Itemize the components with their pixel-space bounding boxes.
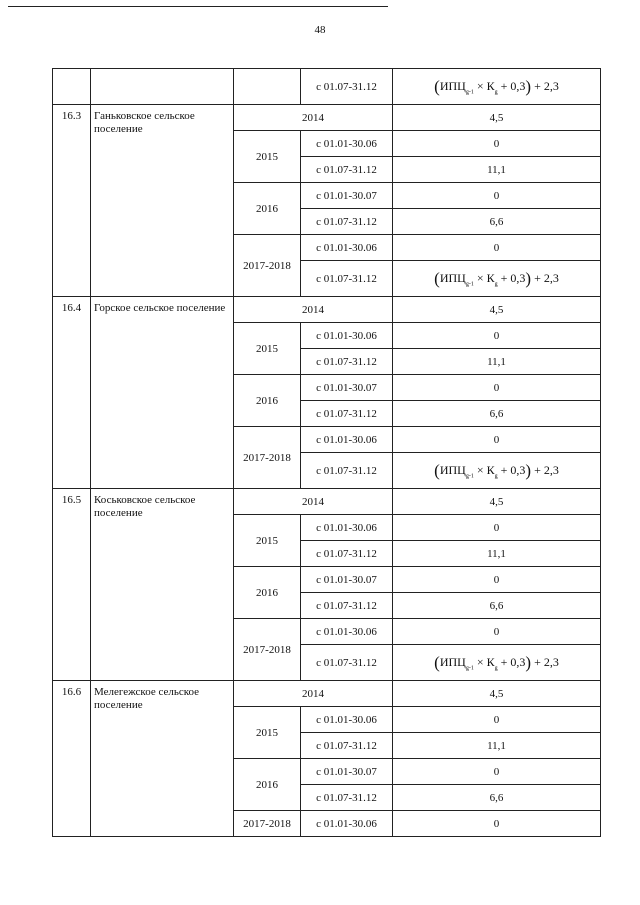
table-row [53, 105, 601, 131]
value-cell: 6,6 [393, 209, 601, 235]
value-cell: 4,5 [393, 489, 601, 515]
period-cell: с 01.01-30.06 [301, 323, 393, 349]
formula-cell [393, 261, 601, 297]
period-cell: с 01.01-30.07 [301, 375, 393, 401]
period-cell: с 01.07-31.12 [301, 453, 393, 489]
value-cell: 6,6 [393, 785, 601, 811]
value-cell: 11,1 [393, 733, 601, 759]
value-cell: 4,5 [393, 105, 601, 131]
value-cell: 0 [393, 619, 601, 645]
value-cell: 0 [393, 515, 601, 541]
period-cell: с 01.07-31.12 [301, 541, 393, 567]
period-cell: с 01.01-30.06 [301, 811, 393, 837]
formula-cell [393, 69, 601, 105]
year-2014: 2014 [234, 489, 393, 515]
year-2014: 2014 [234, 297, 393, 323]
section-name: Горское сельское поселение [91, 297, 234, 489]
period-cell: с 01.07-31.12 [301, 645, 393, 681]
value-cell: 0 [393, 811, 601, 837]
formula-cell [393, 453, 601, 489]
year-cell [234, 69, 301, 105]
year-2017-2018: 2017-2018 [234, 619, 301, 681]
year-2017-2018: 2017-2018 [234, 427, 301, 489]
year-2016: 2016 [234, 567, 301, 619]
section-name: Мелегежское сельское поселение [91, 681, 234, 837]
formula-cell [393, 645, 601, 681]
formula: $(ИПЦ_{g-1} \times К_g + 0,3) + 2,3$ [434, 268, 559, 288]
section-number: 16.4 [53, 297, 91, 489]
year-2017-2018: 2017-2018 [234, 811, 301, 837]
period-cell: с 01.01-30.06 [301, 707, 393, 733]
year-2016: 2016 [234, 375, 301, 427]
value-cell: 0 [393, 707, 601, 733]
tariff-table [52, 68, 601, 837]
period-cell: с 01.07-31.12 [301, 785, 393, 811]
table-row [53, 297, 601, 323]
table-row [53, 69, 601, 105]
year-2016: 2016 [234, 183, 301, 235]
formula: $(ИПЦ_{g-1} \times К_g + 0,3) + 2,3$ [434, 652, 559, 672]
period-cell: с 01.07-31.12 [301, 69, 393, 105]
value-cell: 0 [393, 427, 601, 453]
period-cell: с 01.01-30.06 [301, 427, 393, 453]
period-cell: с 01.01-30.06 [301, 515, 393, 541]
period-cell: с 01.01-30.06 [301, 131, 393, 157]
period-cell: с 01.01-30.07 [301, 183, 393, 209]
year-2015: 2015 [234, 131, 301, 183]
section-number: 16.6 [53, 681, 91, 837]
num-cell [53, 69, 91, 105]
value-cell: 11,1 [393, 157, 601, 183]
formula: $(ИПЦ_{g-1} \times К_g + 0,3) + 2,3$ [434, 460, 559, 480]
year-2015: 2015 [234, 515, 301, 567]
formula: $(ИПЦ_{g-1} \times К_g + 0,3) + 2,3$ [434, 76, 559, 96]
year-2014: 2014 [234, 681, 393, 707]
section-name: Коськовское сельское поселение [91, 489, 234, 681]
value-cell: 0 [393, 759, 601, 785]
period-cell: с 01.07-31.12 [301, 401, 393, 427]
value-cell: 0 [393, 375, 601, 401]
period-cell: с 01.07-31.12 [301, 733, 393, 759]
page-number: 48 [314, 24, 326, 36]
period-cell: с 01.01-30.06 [301, 619, 393, 645]
value-cell: 11,1 [393, 349, 601, 375]
value-cell: 6,6 [393, 593, 601, 619]
year-2017-2018: 2017-2018 [234, 235, 301, 297]
top-rule [8, 6, 388, 7]
name-cell [91, 69, 234, 105]
table-row [53, 681, 601, 707]
year-2015: 2015 [234, 323, 301, 375]
period-cell: с 01.07-31.12 [301, 209, 393, 235]
period-cell: с 01.07-31.12 [301, 349, 393, 375]
table-row [53, 489, 601, 515]
value-cell: 11,1 [393, 541, 601, 567]
value-cell: 4,5 [393, 681, 601, 707]
value-cell: 4,5 [393, 297, 601, 323]
period-cell: с 01.01-30.06 [301, 235, 393, 261]
value-cell: 0 [393, 323, 601, 349]
year-2015: 2015 [234, 707, 301, 759]
year-2014: 2014 [234, 105, 393, 131]
period-cell: с 01.01-30.07 [301, 759, 393, 785]
value-cell: 0 [393, 567, 601, 593]
section-number: 16.3 [53, 105, 91, 297]
period-cell: с 01.07-31.12 [301, 157, 393, 183]
section-number: 16.5 [53, 489, 91, 681]
value-cell: 0 [393, 183, 601, 209]
year-2016: 2016 [234, 759, 301, 811]
value-cell: 0 [393, 131, 601, 157]
period-cell: с 01.01-30.07 [301, 567, 393, 593]
period-cell: с 01.07-31.12 [301, 593, 393, 619]
value-cell: 0 [393, 235, 601, 261]
section-name: Ганьковское сельское поселение [91, 105, 234, 297]
value-cell: 6,6 [393, 401, 601, 427]
period-cell: с 01.07-31.12 [301, 261, 393, 297]
